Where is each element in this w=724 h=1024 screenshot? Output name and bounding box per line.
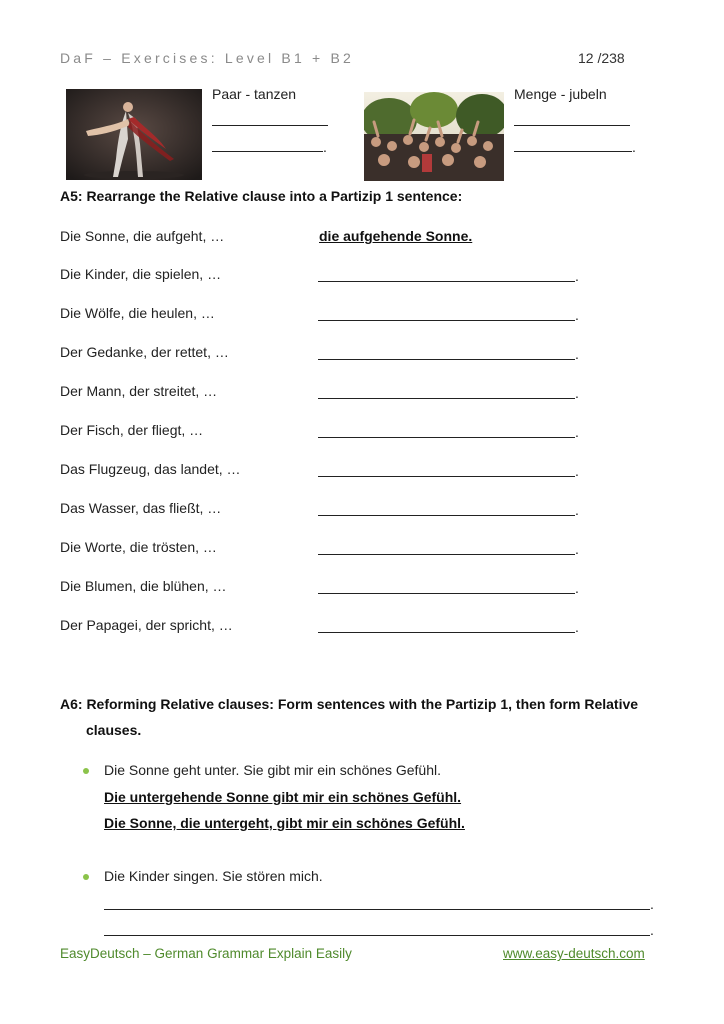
a5-example-answer: die aufgehende Sonne.: [319, 228, 473, 244]
line-end-dot: .: [575, 502, 579, 518]
answer-line[interactable]: [212, 151, 323, 152]
a5-item: Der Papagei, der spricht, …: [60, 617, 233, 633]
line-end-dot: .: [575, 580, 579, 596]
answer-line[interactable]: [318, 515, 575, 516]
dancing-couple-photo: [66, 89, 202, 180]
bullet-icon: [83, 768, 89, 774]
line-end-dot: .: [632, 139, 636, 155]
line-end-dot: .: [575, 541, 579, 557]
line-end-dot: .: [575, 424, 579, 440]
line-end-dot: .: [575, 619, 579, 635]
answer-line[interactable]: [514, 125, 630, 126]
line-end-dot: .: [323, 139, 327, 155]
answer-line[interactable]: [318, 398, 575, 399]
footer-website-link[interactable]: www.easy-deutsch.com: [503, 946, 645, 961]
cheering-crowd-photo: [364, 92, 504, 181]
answer-line[interactable]: [104, 935, 650, 936]
answer-line[interactable]: [318, 281, 575, 282]
exercise-a5-heading: A5: Rearrange the Relative clause into a Partizip 1 sentence:: [60, 188, 463, 204]
line-end-dot: .: [650, 896, 654, 912]
a6-bullet-text: Die Sonne geht unter. Sie gibt mir ein schönes Gefühl.: [104, 762, 441, 778]
answer-line[interactable]: [104, 909, 650, 910]
document-header-title: DaF – Exercises: Level B1 + B2: [60, 50, 355, 66]
a5-item: Der Fisch, der fliegt, …: [60, 422, 204, 438]
a5-item: Die Worte, die trösten, …: [60, 539, 217, 555]
answer-line[interactable]: [318, 593, 575, 594]
answer-line[interactable]: [318, 320, 575, 321]
a5-item: Der Mann, der streitet, …: [60, 383, 218, 399]
a5-item: Der Gedanke, der rettet, …: [60, 344, 229, 360]
answer-line[interactable]: [514, 151, 632, 152]
picture-word-1: Paar - tanzen: [212, 86, 297, 102]
a6-example-answer: Die Sonne, die untergeht, gibt mir ein schönes Gefühl.: [104, 815, 465, 831]
a5-item: Die Sonne, die aufgeht, …: [60, 228, 225, 244]
footer-brand: EasyDeutsch – German Grammar Explain Easily: [60, 946, 352, 961]
answer-line[interactable]: [318, 437, 575, 438]
exercise-a6-heading: A6: Reforming Relative clauses: Form sentences with the Partizip 1, then form Relative: [60, 696, 639, 712]
exercise-a6-heading-continued: clauses.: [86, 722, 142, 738]
answer-line[interactable]: [318, 632, 575, 633]
a5-item: Das Flugzeug, das landet, …: [60, 461, 241, 477]
line-end-dot: .: [575, 268, 579, 284]
a6-bullet-text: Die Kinder singen. Sie stören mich.: [104, 868, 323, 884]
line-end-dot: .: [575, 385, 579, 401]
bullet-icon: [83, 874, 89, 880]
line-end-dot: .: [575, 346, 579, 362]
a6-example-answer: Die untergehende Sonne gibt mir ein schönes Gefühl.: [104, 789, 462, 805]
a5-item: Das Wasser, das fließt, …: [60, 500, 222, 516]
answer-line[interactable]: [318, 476, 575, 477]
line-end-dot: .: [575, 463, 579, 479]
picture-word-2: Menge - jubeln: [514, 86, 607, 102]
a5-item: Die Kinder, die spielen, …: [60, 266, 222, 282]
a5-item: Die Blumen, die blühen, …: [60, 578, 227, 594]
line-end-dot: .: [650, 922, 654, 938]
answer-line[interactable]: [318, 554, 575, 555]
a5-item: Die Wölfe, die heulen, …: [60, 305, 215, 321]
line-end-dot: .: [575, 307, 579, 323]
answer-line[interactable]: [212, 125, 328, 126]
page-number: 12 /238: [578, 50, 625, 66]
answer-line[interactable]: [318, 359, 575, 360]
